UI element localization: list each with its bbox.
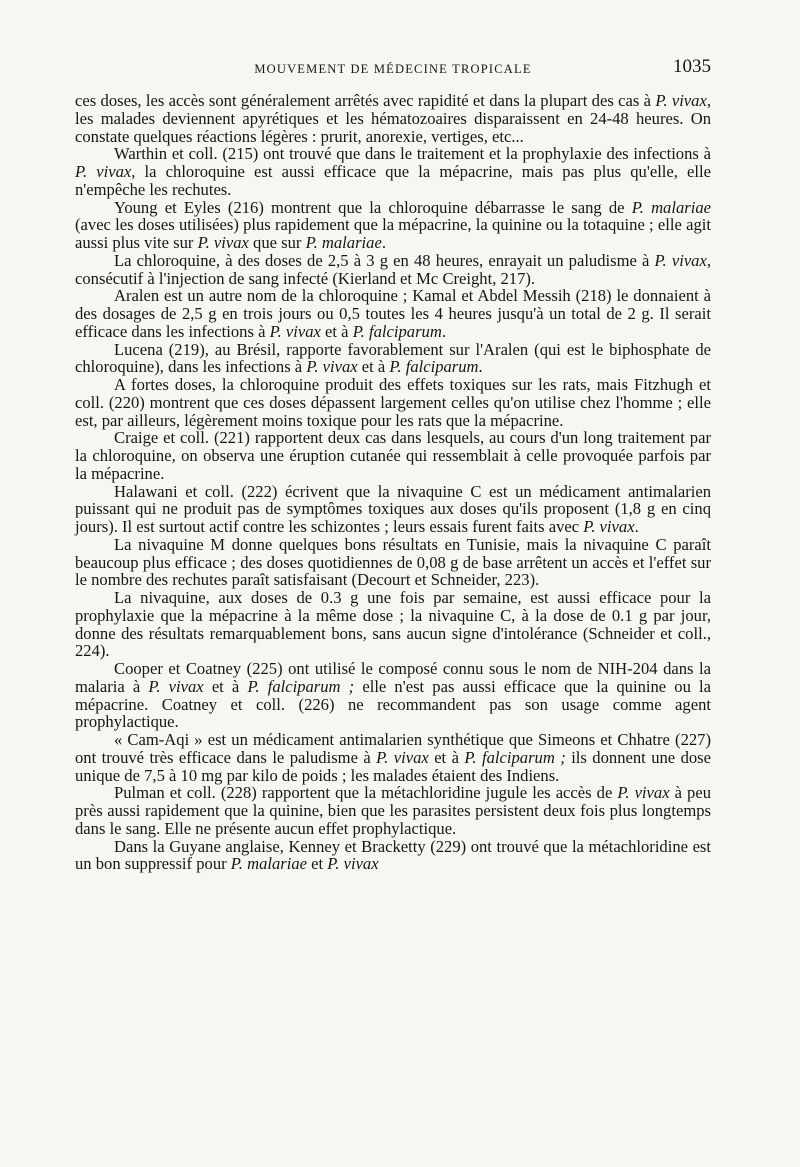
text-run: et à: [428, 747, 465, 767]
paragraph: [75, 92, 711, 145]
paragraph: [75, 483, 711, 536]
paragraph: [75, 252, 711, 288]
paragraph: [75, 589, 711, 660]
italic-species-name: P. vivax: [583, 517, 635, 536]
paragraph: [75, 199, 711, 252]
paragraph: [75, 838, 711, 874]
text-run: La chloroquine, à des doses de 2,5 à 3 g en 48 heures, enrayait un paludisme à: [114, 250, 655, 270]
text-run: , les malades deviennent apyrétiques et les hématozoaires disparaissent en 24-48 heures. On constate quelques réactions légères : prurit, anorexie, vertiges, etc...: [75, 91, 711, 146]
running-head: MOUVEMENT DE MÉDECINE TROPICALE: [254, 62, 532, 76]
text-run: , consécutif à l'injection de sang infecté (Kierland et Mc Creight, 217).: [75, 250, 712, 288]
italic-species-name: P. vivax: [654, 250, 707, 270]
page-number: 1035: [673, 56, 711, 77]
text-run: et: [307, 854, 328, 874]
text-run: Cooper et Coatney (225) ont utilisé le composé connu sous le nom de NIH-204 dans la malaria à: [75, 659, 711, 696]
italic-species-name: P. falciparum ;: [247, 676, 355, 696]
page-header: [75, 56, 711, 82]
italic-species-name: P. vivax: [148, 676, 204, 696]
italic-species-name: P. vivax: [197, 233, 249, 252]
text-run: Pulman et coll. (228) rapportent que la métachloridine jugule les accès de: [114, 783, 618, 803]
text-run: (avec les doses utilisées) plus rapidement que la mépacrine, la quinine ou la totaquine ; elle agit aussi plus vite sur: [75, 215, 711, 252]
italic-species-name: P. falciparum ;: [464, 747, 566, 767]
text-run: , la chloroquine est aussi efficace que la mépacrine, mais pas plus qu'elle, elle n'empêche les rechutes.: [75, 162, 712, 199]
paragraph: [75, 287, 711, 340]
text-run: à peu près aussi rapidement que la quinine, bien que les parasites persistent deux fois plus longtemps dans le sang. Elle ne présente aucun effet prophylactique.: [75, 783, 711, 838]
text-run: que sur: [248, 233, 306, 252]
text-run: A fortes doses, la chloroquine produit des effets toxiques sur les rats, mais Fitzhugh et coll. (220) montrent que ces doses dépassent largement celles qu'on utilise chez l'homme ; elle est, par ailleurs, légèrement moins toxique pour les rats que la mépacrine.: [75, 375, 711, 430]
text-run: Lucena (219), au Brésil, rapporte favorablement sur l'Aralen (qui est le biphosphate de chloroquine), dans les infections à: [75, 339, 711, 377]
text-run: Dans la Guyane anglaise, Kenney et Bracketty (229) ont trouvé que la métachloridine est un bon suppressif pour: [75, 836, 711, 874]
italic-species-name: P. vivax: [75, 162, 132, 181]
text-run: et à: [320, 321, 353, 341]
text-run: et à: [357, 357, 390, 377]
text-run: La nivaquine M donne quelques bons résultats en Tunisie, mais la nivaquine C paraît beaucoup plus efficace ; des doses quotidiennes de 0,08 g de base arrêtent un accès et l'effet sur le nombre des rechutes paraît satisfaisant (Decourt et Schneider, 223).: [75, 534, 711, 590]
text-run: Warthin et coll. (215) ont trouvé que dans le traitement et la prophylaxie des infections à: [114, 144, 711, 164]
text-run: Aralen est un autre nom de la chloroquine ; Kamal et Abdel Messih (218) le donnaient à des dosages de 2,5 g en trois jours ou 0,5 toutes les 4 heures jusqu'à un total de 2 g. Il serait efficace dans les infections à: [75, 286, 711, 341]
paragraph: [75, 784, 711, 837]
paragraph: [75, 145, 711, 198]
text-run: « Cam-Aqi » est un médicament antimalarien synthétique que Simeons et Chhatre (227) ont trouvé très efficace dans le paludisme à: [75, 730, 711, 767]
italic-species-name: P. falciparum: [389, 357, 479, 377]
italic-species-name: P. malariae: [230, 854, 308, 874]
text-run: La nivaquine, aux doses de 0.3 g une fois par semaine, est aussi efficace pour la prophylaxie que la mépacrine à la même dose ; la nivaquine C, à la dose de 0.1 g par jour, donne des résultats remarquablement bons, sans aucun signe d'intolérance (Schneider et coll., 224).: [75, 588, 711, 661]
italic-species-name: P. vivax: [306, 357, 358, 377]
italic-species-name: P. vivax: [327, 854, 379, 874]
italic-species-name: P. malariae: [305, 233, 382, 252]
text-run: ces doses, les accès sont généralement arrêtés avec rapidité et dans la plupart des cas à: [75, 91, 656, 110]
text-run: .: [381, 233, 386, 252]
italic-species-name: P. vivax: [617, 783, 670, 803]
text-run: Halawani et coll. (222) écrivent que la nivaquine C est un médicament antimalarien puissant qui ne produit pas de symptômes toxiques aux doses qu'ils proposent (1,8 g en cinq jours). Il est surtout actif contre les schizontes ; leurs essais furent faits avec: [75, 481, 711, 536]
paragraph: [75, 341, 711, 377]
text-run: .: [441, 321, 446, 341]
text-run: .: [634, 517, 639, 536]
text-run: Young et Eyles (216) montrent que la chloroquine débarrasse le sang de: [114, 197, 632, 217]
text-run: elle n'est pas aussi efficace que la quinine ou la mépacrine. Coatney et coll. (226) ne recommandent pas son usage comme agent prophylactique.: [75, 676, 711, 732]
paragraph: [75, 660, 711, 731]
italic-species-name: P. vivax: [655, 91, 707, 110]
paragraph: [75, 731, 711, 784]
text-run: ils donnent une dose unique de 7,5 à 10 mg par kilo de poids ; les malades étaient des Indiens.: [75, 747, 712, 785]
italic-species-name: P. vivax: [376, 747, 429, 767]
italic-species-name: P. malariae: [631, 197, 711, 217]
italic-species-name: P. vivax: [269, 321, 321, 341]
paragraph: [75, 376, 711, 429]
body-text: [75, 92, 711, 873]
text-run: .: [478, 357, 483, 377]
paragraph: [75, 536, 711, 589]
italic-species-name: P. falciparum: [352, 321, 442, 341]
paragraph: [75, 429, 711, 482]
text-run: et à: [203, 676, 248, 696]
text-run: Craige et coll. (221) rapportent deux cas dans lesquels, au cours d'un long traitement par la chloroquine, on observa une éruption cutanée qui ressemblait à celle provoquée parfois par la mépacrine.: [75, 428, 711, 483]
